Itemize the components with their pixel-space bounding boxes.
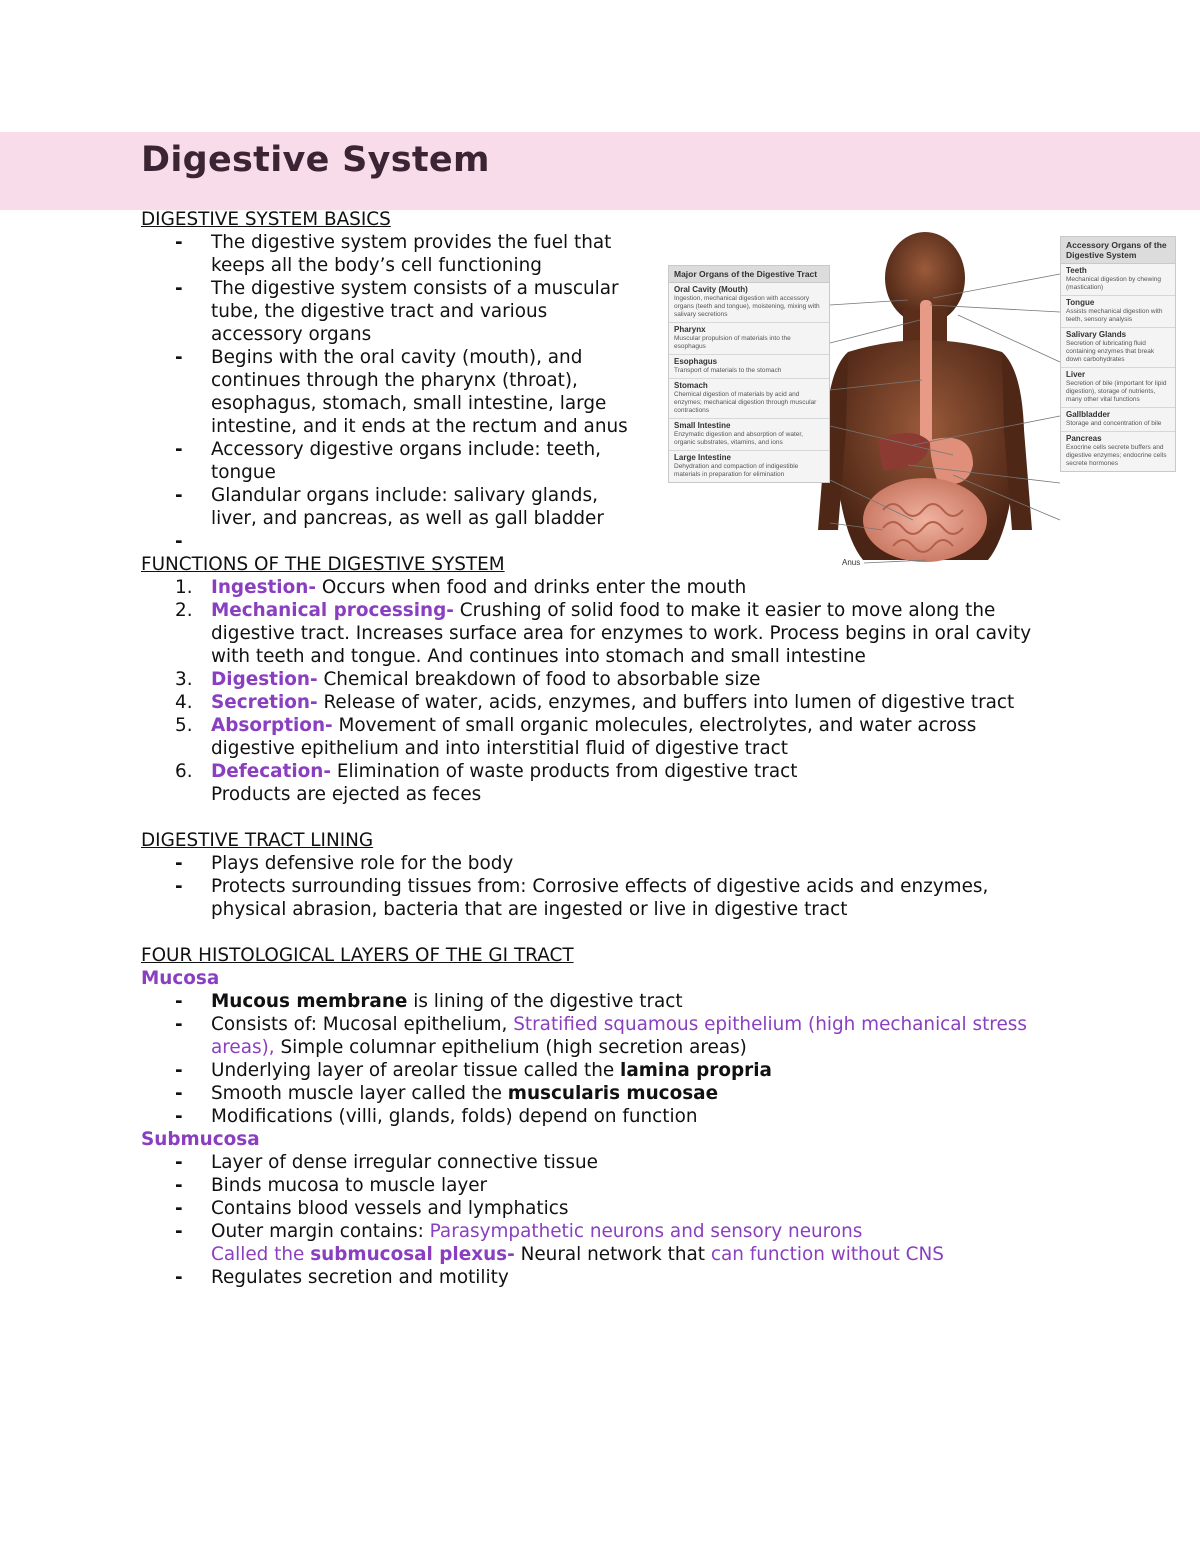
list-item: - Mucous membrane is lining of the digestive tract [175,991,683,1012]
lining-heading: DIGESTIVE TRACT LINING [141,830,374,851]
table-row: Pancreas Exocrine cells secrete buffers and digestive enzymes; endocrine cells secrete hormones [1066,434,1167,467]
table-row: Salivary Glands Secretion of lubricating fluid containing enzymes that break down carbohydrates [1061,328,1175,368]
list-item: - Contains blood vessels and lymphatics [175,1198,569,1219]
accessory-organs-title: Accessory Organs of the Digestive System [1061,237,1175,264]
list-item: - The digestive system consists of a muscular tube, the digestive tract and various accessory organs [175,278,619,345]
list-item: - Layer of dense irregular connective tissue [175,1152,598,1173]
list-item: - Modifications (villi, glands, folds) depend on function [175,1106,698,1127]
list-item: - Begins with the oral cavity (mouth), and continues through the pharynx (throat), esophagus, stomach, small intestine, large intestine, and it ends at the rectum and anus [175,347,628,437]
table-row: Pharynx Muscular propulsion of materials into the esophagus [669,323,829,355]
basics-heading: DIGESTIVE SYSTEM BASICS [141,209,391,230]
functions-continuation: Products are ejected as feces [211,784,482,805]
major-organs-table [668,265,830,483]
list-item: - Accessory digestive organs include: teeth, tongue [175,439,601,483]
list-item: - Protects surrounding tissues from: Corrosive effects of digestive acids and enzymes, physical abrasion, bacteria that are ingested or live in digestive tract [175,876,989,920]
submucosa-continuation: Called the submucosal plexus- Neural network that can function without CNS [211,1244,944,1265]
list-item: - The digestive system provides the fuel that keeps all the body’s cell functioning [175,232,612,276]
submucosa-title: Submucosa [141,1129,260,1150]
list-item: - Underlying layer of areolar tissue called the lamina propria [175,1060,772,1081]
page-title: Digestive System [141,140,490,180]
major-organs-title: Major Organs of the Digestive Tract [669,266,829,283]
table-row: Esophagus Transport of materials to the stomach [669,355,829,379]
functions-list [141,576,1061,783]
list-item: 6. Defecation- Elimination of waste products from digestive tract [175,761,798,782]
list-item: - Consists of: Mucosal epithelium, Stratified squamous epithelium (high mechanical stress areas), Simple columnar epithelium (high secretion areas) [175,1014,1027,1058]
list-item: - Regulates secretion and motility [175,1267,509,1288]
list-item: - [175,531,183,552]
list-item: 4. Secretion- Release of water, acids, enzymes, and buffers into lumen of digestive tract [175,692,1015,713]
layers-heading: FOUR HISTOLOGICAL LAYERS OF THE GI TRACT [141,945,574,966]
table-row: Small Intestine Enzymatic digestion and absorption of water, organic substrates, vitamins, and ions [669,419,829,451]
table-row: Teeth Mechanical digestion by chewing (mastication) [1061,264,1175,296]
list-item: 1. Ingestion- Occurs when food and drinks enter the mouth [175,577,747,598]
accessory-organs-table [1060,236,1176,472]
list-item: - Smooth muscle layer called the muscularis mucosae [175,1083,719,1104]
list-item: 2. Mechanical processing- Crushing of solid food to make it easier to move along the digestive tract. Increases surface area for enzymes to work. Process begins in oral cavity with teeth and tongue. And continues into stomach and small intestine [175,600,1032,667]
list-item: - Glandular organs include: salivary glands, liver, and pancreas, as well as gall bladder [175,485,604,529]
table-row: Tongue Assists mechanical digestion with teeth, sensory analysis [1061,296,1175,328]
anus-label: Anus [842,558,861,567]
table-row: Gallbladder Storage and concentration of bile [1061,408,1175,432]
list-item: - Plays defensive role for the body [175,853,514,874]
mucosa-list [141,990,1061,1128]
table-row: Large Intestine Dehydration and compaction of indigestible materials in preparation for elimination [674,453,799,478]
list-item: 3. Digestion- Chemical breakdown of food to absorbable size [175,669,761,690]
table-row: Oral Cavity (Mouth) Ingestion, mechanical digestion with accessory organs (teeth and tongue), moistening, mixing with salivary secretions [669,283,829,323]
submucosa-list [141,1151,1061,1243]
functions-heading: FUNCTIONS OF THE DIGESTIVE SYSTEM [141,554,505,575]
submucosa-list-end [141,1266,1061,1289]
list-item: - Outer margin contains: Parasympathetic neurons and sensory neurons [175,1221,863,1242]
table-row: Liver Secretion of bile (important for lipid digestion), storage of nutrients, many other vital functions [1061,368,1175,408]
mucosa-title: Mucosa [141,968,220,989]
list-item: 5. Absorption- Movement of small organic molecules, electrolytes, and water across digestive epithelium and into interstitial fluid of digestive tract [175,715,977,759]
table-row: Stomach Chemical digestion of materials by acid and enzymes; mechanical digestion through muscular contractions [669,379,829,419]
digestive-system-figure [668,230,1184,575]
list-item: - Binds mucosa to muscle layer [175,1175,488,1196]
lining-list [141,852,1061,921]
